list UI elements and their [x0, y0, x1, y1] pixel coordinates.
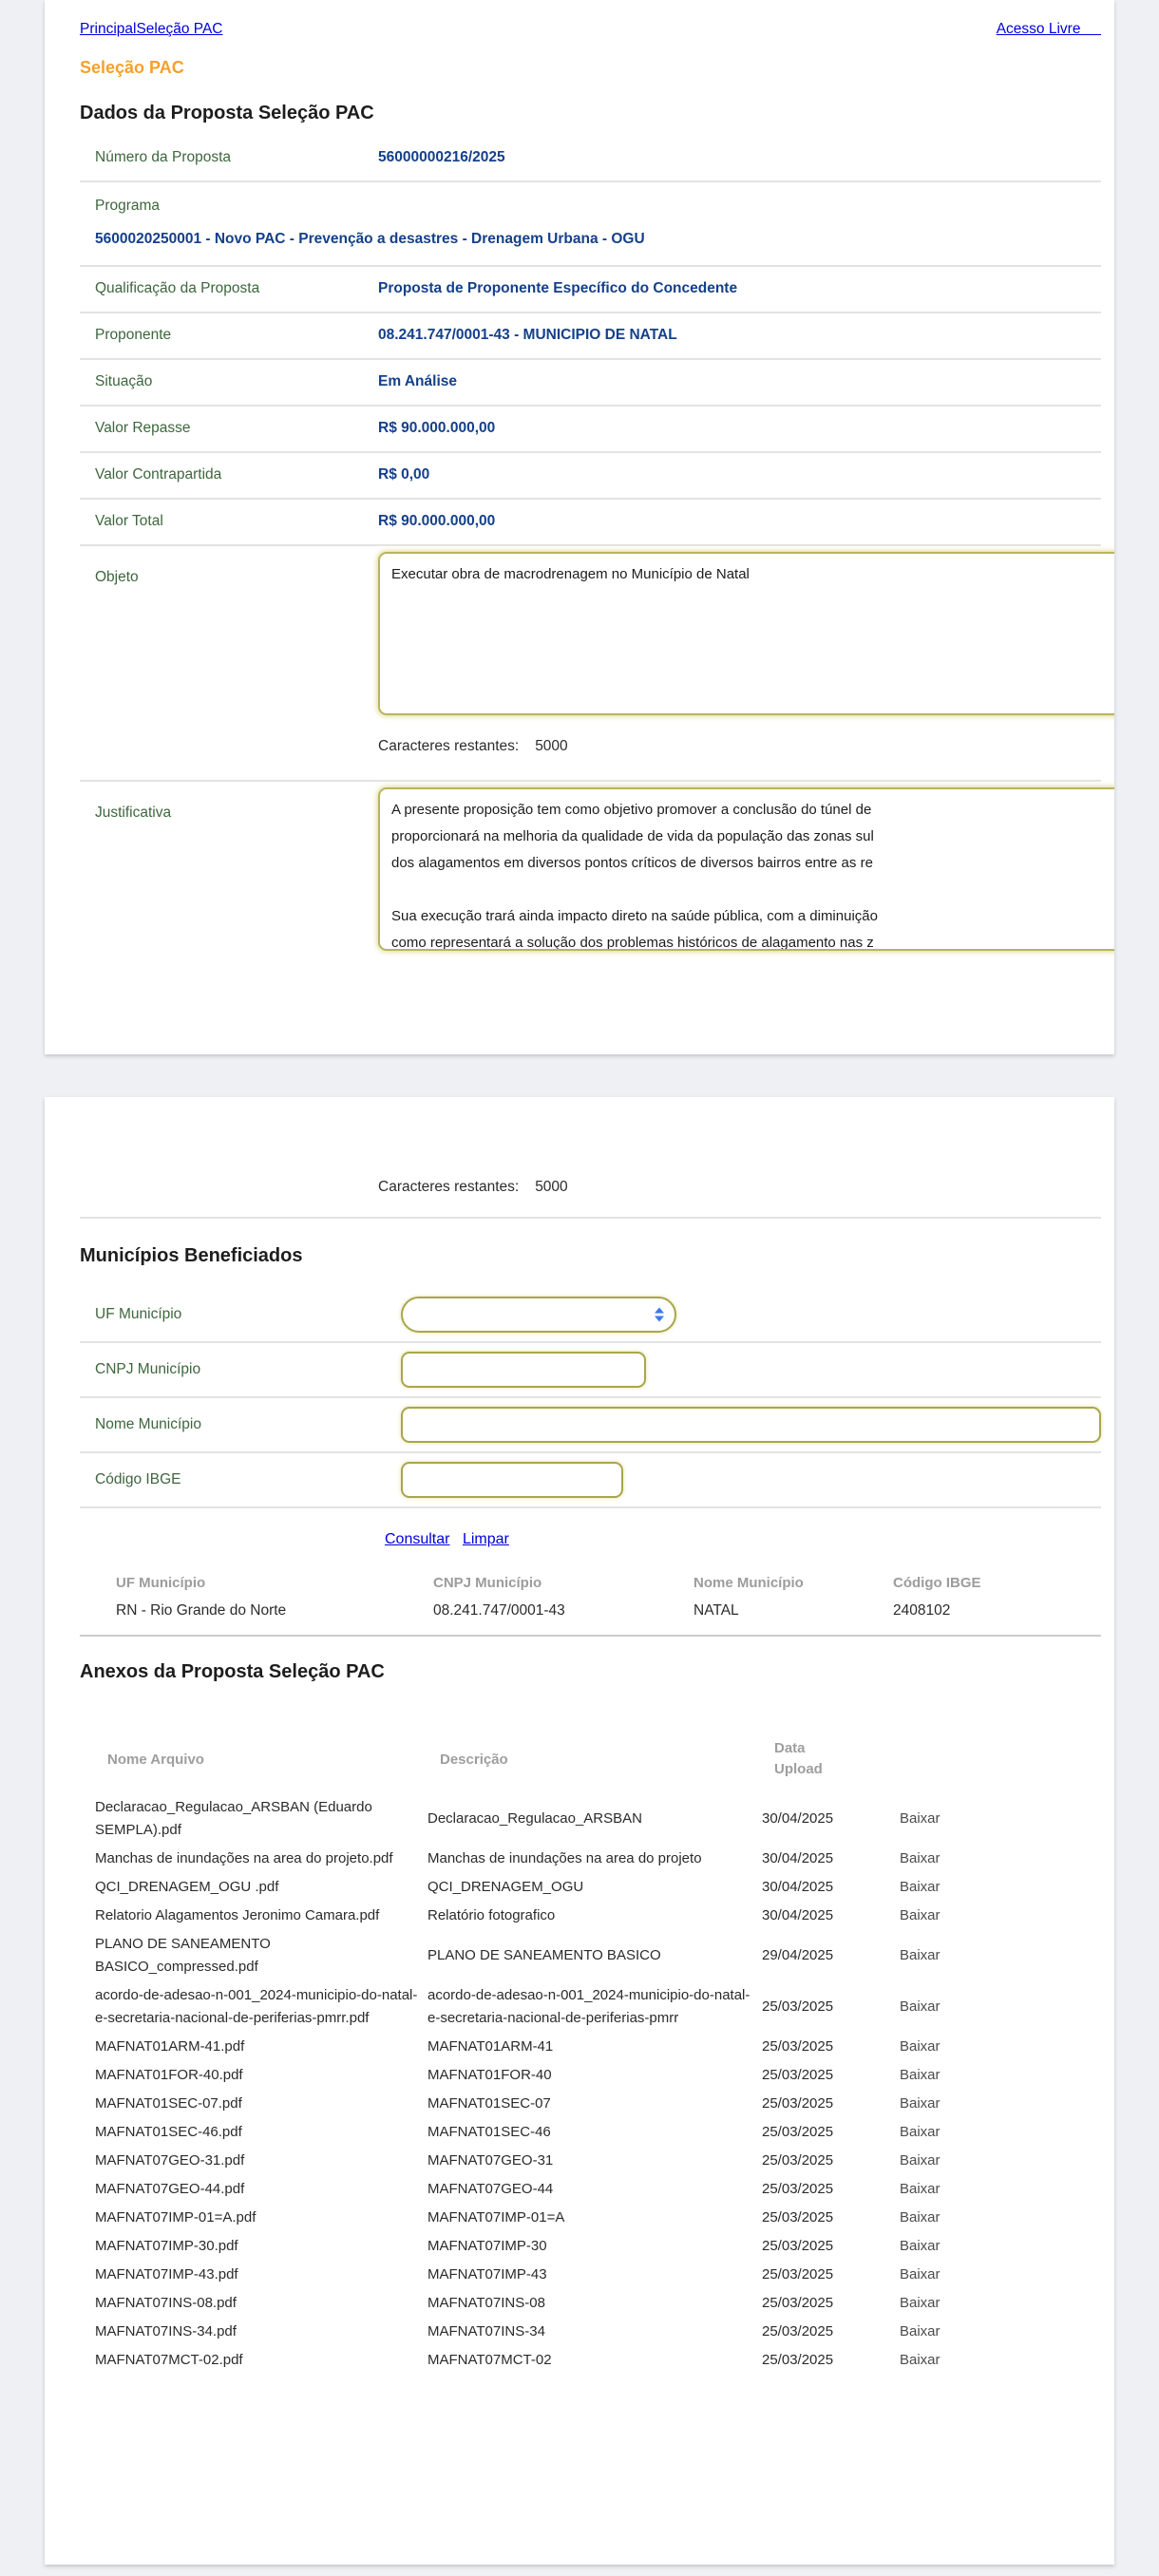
anexos-table-row	[92, 1845, 1097, 1873]
anexo-data-upload: 25/03/2025	[762, 2181, 834, 2197]
anexo-nome-arquivo: MAFNAT01FOR-40.pdf	[95, 2067, 243, 2083]
municipios-anexos-card	[45, 1097, 1114, 2565]
anexos-header-row	[92, 1738, 1097, 1793]
anexo-descricao: MAFNAT01FOR-40	[428, 2067, 552, 2083]
anexo-nome-arquivo: MAFNAT01ARM-41.pdf	[95, 2038, 245, 2055]
result-nome: NATAL	[694, 1602, 739, 1619]
qualificacao-value: Proposta de Proponente Específico do Concedente	[378, 280, 738, 296]
cnpj-input[interactable]	[401, 1352, 646, 1388]
anexo-nome-arquivo: Declaracao_Regulacao_ARSBAN (Eduardo SEMPLA).pdf	[95, 1799, 372, 1838]
form-row-nome	[80, 1398, 1101, 1453]
anexo-data-upload: 30/04/2025	[762, 1850, 834, 1866]
result-row	[111, 1602, 1099, 1635]
anexos-title: Anexos da Proposta Seleção PAC	[80, 1661, 385, 1682]
qualificacao-label: Qualificação da Proposta	[95, 280, 260, 296]
anexos-table-row	[92, 2289, 1097, 2318]
baixar-link[interactable]: Baixar	[900, 1810, 940, 1827]
field-row-proponente	[80, 313, 1101, 360]
acesso-livre-link[interactable]: Acesso Livre	[996, 21, 1081, 37]
numero-label: Número da Proposta	[95, 149, 232, 165]
situacao-label: Situação	[95, 373, 153, 389]
anexo-nome-arquivo: MAFNAT07INS-34.pdf	[95, 2323, 237, 2339]
municipios-result-table	[111, 1569, 1099, 1635]
field-row-situacao	[80, 360, 1101, 407]
anexo-nome-arquivo: MAFNAT07INS-08.pdf	[95, 2295, 237, 2311]
anexo-data-upload: 25/03/2025	[762, 2067, 834, 2083]
nome-label: Nome Município	[95, 1416, 201, 1432]
anexos-table-row	[92, 1930, 1097, 1981]
proposta-card	[45, 0, 1114, 1054]
anexos-table-row	[92, 2061, 1097, 2090]
programa-value: 5600020250001 - Novo PAC - Prevenção a desastres - Drenagem Urbana - OGU	[95, 231, 645, 247]
baixar-link[interactable]: Baixar	[900, 1947, 940, 1963]
result-uf: RN - Rio Grande do Norte	[116, 1602, 287, 1619]
anexos-table-row	[92, 1981, 1097, 2033]
field-row-numero	[80, 136, 1101, 182]
anexos-table-body	[92, 1793, 1097, 2375]
result-header-nome: Nome Município	[694, 1575, 804, 1591]
valor-contrapartida-value: R$ 0,00	[378, 466, 430, 483]
topbar	[80, 19, 1101, 38]
valor-total-label: Valor Total	[95, 513, 163, 529]
field-row-qualificacao	[80, 267, 1101, 313]
result-header-ibge: Código IBGE	[893, 1575, 981, 1591]
municipios-actions	[385, 1531, 1101, 1548]
anexos-table-row	[92, 2318, 1097, 2346]
baixar-link[interactable]: Baixar	[900, 1907, 940, 1923]
anexos-table-row	[92, 2346, 1097, 2375]
page-title: Dados da Proposta Seleção PAC	[80, 103, 374, 123]
anexo-descricao: MAFNAT01ARM-41	[428, 2038, 554, 2055]
valor-repasse-label: Valor Repasse	[95, 420, 191, 436]
anexo-descricao: MAFNAT07INS-08	[428, 2295, 545, 2311]
result-cnpj: 08.241.747/0001-43	[433, 1602, 565, 1619]
anexos-header-data: Data Upload	[774, 1740, 823, 1777]
anexo-data-upload: 25/03/2025	[762, 2295, 834, 2311]
objeto-chars-line	[378, 738, 1114, 755]
baixar-link[interactable]: Baixar	[900, 2095, 940, 2112]
justificativa-chars-value: 5000	[535, 1179, 568, 1195]
breadcrumb	[80, 21, 223, 38]
consultar-link[interactable]: Consultar	[385, 1531, 450, 1547]
anexos-table-row	[92, 1902, 1097, 1930]
anexo-descricao: Relatório fotografico	[428, 1907, 556, 1923]
anexo-data-upload: 30/04/2025	[762, 1907, 834, 1923]
anexo-nome-arquivo: MAFNAT01SEC-07.pdf	[95, 2095, 242, 2112]
anexo-descricao: MAFNAT07GEO-44	[428, 2181, 554, 2197]
breadcrumb-principal-link[interactable]: Principal	[80, 21, 137, 37]
valor-repasse-value: R$ 90.000.000,00	[378, 420, 496, 436]
anexo-nome-arquivo: QCI_DRENAGEM_OGU .pdf	[95, 1879, 279, 1895]
anexo-nome-arquivo: acordo-de-adesao-n-001_2024-municipio-do-natal-e-secretaria-nacional-de-periferias-pmrr.pdf	[95, 1987, 418, 2026]
result-header-uf: UF Município	[116, 1575, 206, 1591]
baixar-link[interactable]: Baixar	[900, 2124, 940, 2140]
anexo-descricao: Manchas de inundações na area do projeto	[428, 1850, 702, 1866]
baixar-link[interactable]: Baixar	[900, 1998, 940, 2015]
uf-select[interactable]	[401, 1297, 676, 1333]
anexos-header-actions	[900, 1738, 1097, 1793]
nome-input[interactable]	[401, 1407, 1101, 1443]
baixar-link[interactable]: Baixar	[900, 2209, 940, 2226]
anexos-table-row	[92, 2147, 1097, 2175]
anexos-header-descricao: Descrição	[440, 1751, 508, 1768]
objeto-chars-value: 5000	[535, 738, 568, 754]
anexo-descricao: MAFNAT07INS-34	[428, 2323, 545, 2339]
field-row-valor-contrapartida	[80, 453, 1101, 500]
anexos-table-row	[92, 2175, 1097, 2204]
justificativa-textarea[interactable]	[378, 787, 1114, 951]
field-row-valor-total	[80, 500, 1101, 546]
objeto-label: Objeto	[95, 569, 139, 585]
anexo-nome-arquivo: Manchas de inundações na area do projeto.pdf	[95, 1850, 393, 1866]
anexo-descricao: acordo-de-adesao-n-001_2024-municipio-do-natal-e-secretaria-nacional-de-periferias-pmrr	[428, 1987, 750, 2026]
anexo-data-upload: 25/03/2025	[762, 1998, 834, 2015]
anexo-descricao: MAFNAT01SEC-07	[428, 2095, 551, 2112]
anexo-data-upload: 25/03/2025	[762, 2124, 834, 2140]
justificativa-label: Justificativa	[95, 805, 172, 821]
result-header-cnpj: CNPJ Município	[433, 1575, 542, 1591]
anexos-table-row	[92, 1873, 1097, 1902]
anexo-data-upload: 25/03/2025	[762, 2095, 834, 2112]
anexo-descricao: Declaracao_Regulacao_ARSBAN	[428, 1810, 642, 1827]
result-header-row	[111, 1569, 1099, 1602]
situacao-value: Em Análise	[378, 373, 457, 389]
baixar-link[interactable]: Baixar	[900, 2238, 940, 2254]
baixar-link[interactable]: Baixar	[900, 1879, 940, 1895]
programa-label: Programa	[95, 198, 161, 214]
anexos-table-row	[92, 1793, 1097, 1845]
field-row-justificativa	[80, 782, 1101, 975]
baixar-link[interactable]: Baixar	[900, 2152, 940, 2169]
anexo-data-upload: 25/03/2025	[762, 2266, 834, 2282]
municipios-result-wrap	[80, 1569, 1101, 1637]
uf-label: UF Município	[95, 1306, 182, 1322]
valor-contrapartida-label: Valor Contrapartida	[95, 466, 222, 483]
baixar-link[interactable]: Baixar	[900, 2038, 940, 2055]
anexo-data-upload: 25/03/2025	[762, 2209, 834, 2226]
anexo-data-upload: 30/04/2025	[762, 1879, 834, 1895]
objeto-chars-label: Caracteres restantes:	[378, 738, 520, 754]
ibge-label: Código IBGE	[95, 1471, 181, 1487]
baixar-link[interactable]: Baixar	[900, 2323, 940, 2339]
field-row-objeto	[80, 546, 1101, 782]
anexos-table-row	[92, 2118, 1097, 2147]
anexo-descricao: MAFNAT07MCT-02	[428, 2352, 552, 2368]
form-row-ibge	[80, 1453, 1101, 1508]
anexos-table-row	[92, 2090, 1097, 2118]
anexo-nome-arquivo: MAFNAT07MCT-02.pdf	[95, 2352, 243, 2368]
anexos-table	[92, 1738, 1097, 2375]
section-divider	[80, 1217, 1101, 1219]
anexo-nome-arquivo: MAFNAT07IMP-30.pdf	[95, 2238, 238, 2254]
field-row-programa	[80, 182, 1101, 267]
anexo-nome-arquivo: MAFNAT07GEO-31.pdf	[95, 2152, 245, 2169]
form-row-uf	[80, 1288, 1101, 1343]
anexos-table-row	[92, 2261, 1097, 2289]
anexos-table-row	[92, 2204, 1097, 2232]
anexo-descricao: MAFNAT01SEC-46	[428, 2124, 551, 2140]
anexo-descricao: QCI_DRENAGEM_OGU	[428, 1879, 584, 1895]
municipios-form	[80, 1288, 1101, 1508]
justificativa-chars-label: Caracteres restantes:	[378, 1179, 520, 1195]
anexo-descricao: PLANO DE SANEAMENTO BASICO	[428, 1947, 661, 1963]
app-title: Seleção PAC	[80, 58, 184, 77]
proponente-label: Proponente	[95, 327, 172, 343]
anexos-header-nome: Nome Arquivo	[107, 1751, 204, 1768]
valor-total-value: R$ 90.000.000,00	[378, 513, 496, 529]
cnpj-label: CNPJ Município	[95, 1361, 201, 1377]
form-row-cnpj	[80, 1343, 1101, 1398]
anexo-descricao: MAFNAT07GEO-31	[428, 2152, 554, 2169]
anexo-data-upload: 25/03/2025	[762, 2238, 834, 2254]
anexo-descricao: MAFNAT07IMP-43	[428, 2266, 547, 2282]
anexo-nome-arquivo: MAFNAT01SEC-46.pdf	[95, 2124, 242, 2140]
anexo-nome-arquivo: PLANO DE SANEAMENTO BASICO_compressed.pdf	[95, 1936, 271, 1975]
baixar-link[interactable]: Baixar	[900, 2181, 940, 2197]
objeto-textarea[interactable]	[378, 552, 1114, 715]
baixar-link[interactable]: Baixar	[900, 2067, 940, 2083]
ibge-input[interactable]	[401, 1462, 623, 1498]
limpar-link[interactable]: Limpar	[462, 1531, 509, 1547]
result-ibge: 2408102	[893, 1602, 951, 1619]
anexo-data-upload: 29/04/2025	[762, 1947, 834, 1963]
anexo-data-upload: 25/03/2025	[762, 2323, 834, 2339]
baixar-link[interactable]: Baixar	[900, 1850, 940, 1866]
justificativa-chars-line	[378, 1179, 1101, 1196]
anexo-nome-arquivo: MAFNAT07IMP-01=A.pdf	[95, 2209, 256, 2226]
anexo-data-upload: 25/03/2025	[762, 2352, 834, 2368]
anexo-data-upload: 25/03/2025	[762, 2152, 834, 2169]
numero-value: 56000000216/2025	[378, 149, 505, 165]
baixar-link[interactable]: Baixar	[900, 2295, 940, 2311]
anexo-descricao: MAFNAT07IMP-01=A	[428, 2209, 565, 2226]
baixar-link[interactable]: Baixar	[900, 2352, 940, 2368]
anexo-nome-arquivo: MAFNAT07GEO-44.pdf	[95, 2181, 245, 2197]
baixar-link[interactable]: Baixar	[900, 2266, 940, 2282]
anexos-table-row	[92, 2033, 1097, 2061]
anexo-data-upload: 25/03/2025	[762, 2038, 834, 2055]
proponente-value: 08.241.747/0001-43 - MUNICIPIO DE NATAL	[378, 327, 677, 343]
anexo-nome-arquivo: Relatorio Alagamentos Jeronimo Camara.pdf	[95, 1907, 380, 1923]
anexo-descricao: MAFNAT07IMP-30	[428, 2238, 547, 2254]
breadcrumb-selecao-pac-link[interactable]: Seleção PAC	[136, 21, 223, 37]
anexo-data-upload: 30/04/2025	[762, 1810, 834, 1827]
field-row-valor-repasse	[80, 407, 1101, 453]
anexos-table-row	[92, 2232, 1097, 2261]
anexo-nome-arquivo: MAFNAT07IMP-43.pdf	[95, 2266, 238, 2282]
municipios-title: Municípios Beneficiados	[80, 1245, 303, 1266]
